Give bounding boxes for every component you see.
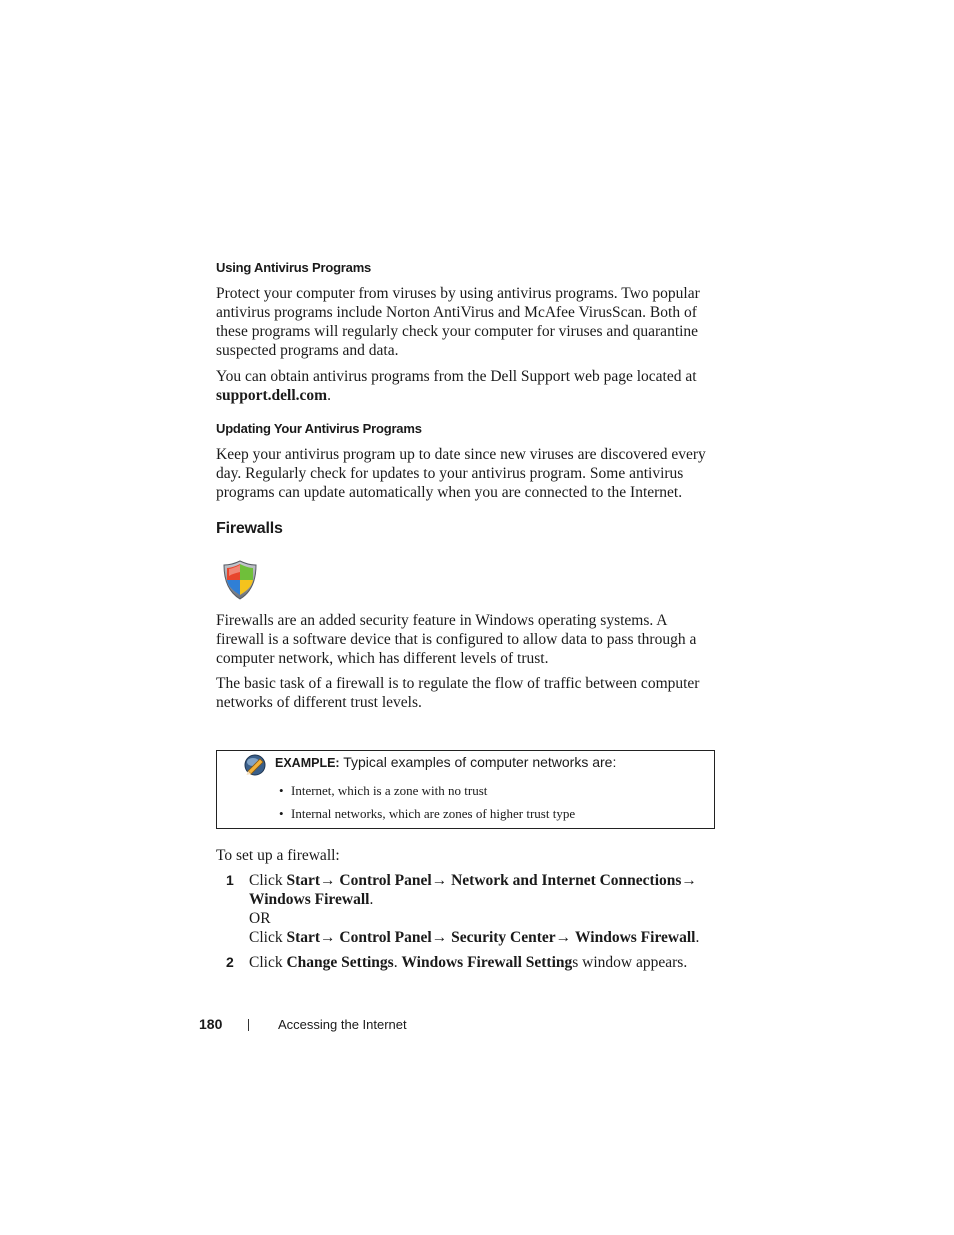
text: Click [249, 929, 287, 946]
text: . [327, 387, 331, 404]
menu-start: Start [286, 929, 321, 946]
menu-security-center: Security Center [451, 929, 556, 946]
windows-firewall-settings: Windows Firewall Setting [401, 954, 573, 971]
step-number: 1 [226, 872, 234, 888]
setup-intro: To set up a firewall: [216, 847, 340, 864]
menu-control-panel: Control Panel [339, 929, 432, 946]
step-line [249, 928, 719, 947]
paragraph: Protect your computer from viruses by using antivirus programs. Two popular antivirus programs include Norton AntiVirus and McAfee VirusScan. Both of these programs will regularly check your computer for viruses and quarantine suspected programs and data. [216, 285, 700, 359]
note-label: EXAMPLE: [275, 756, 340, 770]
menu-start: Start [286, 872, 321, 889]
menu-windows-firewall: Windows Firewall [575, 929, 696, 946]
arrow: → [320, 872, 336, 889]
support-link[interactable]: support.dell.com [216, 387, 328, 404]
section-heading-antivirus: Using Antivirus Programs [216, 260, 372, 275]
updating-paragraph: Keep your antivirus program up to date since new viruses are discovered every day. Regularly check for updates to your antivirus program. Some antivirus programs can update automatically when you are connected to the Internet. [216, 446, 706, 501]
text: . [393, 954, 402, 971]
menu-control-panel: Control Panel [339, 872, 432, 889]
example-pencil-icon [243, 754, 267, 776]
note-list [279, 782, 575, 828]
step-1 [249, 871, 719, 947]
text: Click [249, 954, 287, 971]
section-heading-updating: Updating Your Antivirus Programs [216, 421, 422, 436]
note-text [275, 754, 616, 770]
arrow: → [320, 929, 336, 946]
text: . [695, 929, 700, 946]
arrow: → [555, 929, 572, 946]
paragraph: The basic task of a firewall is to regulate the flow of traffic between computer networks of different trust levels. [216, 675, 700, 711]
firewalls-text [216, 611, 716, 712]
text: . [369, 891, 374, 908]
list-item: • Internet, which is a zone with no trust [279, 782, 575, 805]
step-2 [249, 953, 719, 972]
menu-windows-firewall: Windows Firewall [249, 891, 370, 908]
arrow: → [431, 929, 448, 946]
page-number: 180 [199, 1016, 223, 1032]
note-body: Typical examples of computer networks are: [343, 754, 617, 770]
list-item: • Internal networks, which are zones of higher trust type [279, 805, 575, 828]
section-heading-firewalls: Firewalls [216, 520, 283, 537]
arrow: → [431, 872, 448, 889]
paragraph: Firewalls are an added security feature in Windows operating systems. A firewall is a software device that is configured to allow data to pass through a computer network, which has different levels of trust. [216, 612, 697, 667]
step-or: OR [249, 910, 271, 927]
step-line [249, 871, 719, 890]
footer-divider [248, 1019, 249, 1031]
text: s window appears. [572, 954, 688, 971]
antivirus-intro [216, 284, 716, 405]
chapter-title: Accessing the Internet [278, 1017, 407, 1032]
change-settings: Change Settings [286, 954, 394, 971]
step-line [249, 890, 719, 909]
arrow: → [681, 872, 697, 889]
example-note-box [216, 750, 715, 829]
windows-security-shield-icon [222, 560, 258, 600]
step-number: 2 [226, 954, 234, 970]
text: Click [249, 872, 287, 889]
text: You can obtain antivirus programs from the Dell Support web page located at [216, 368, 697, 385]
paragraph [216, 367, 716, 405]
menu-network: Network and Internet Connections [451, 872, 682, 889]
